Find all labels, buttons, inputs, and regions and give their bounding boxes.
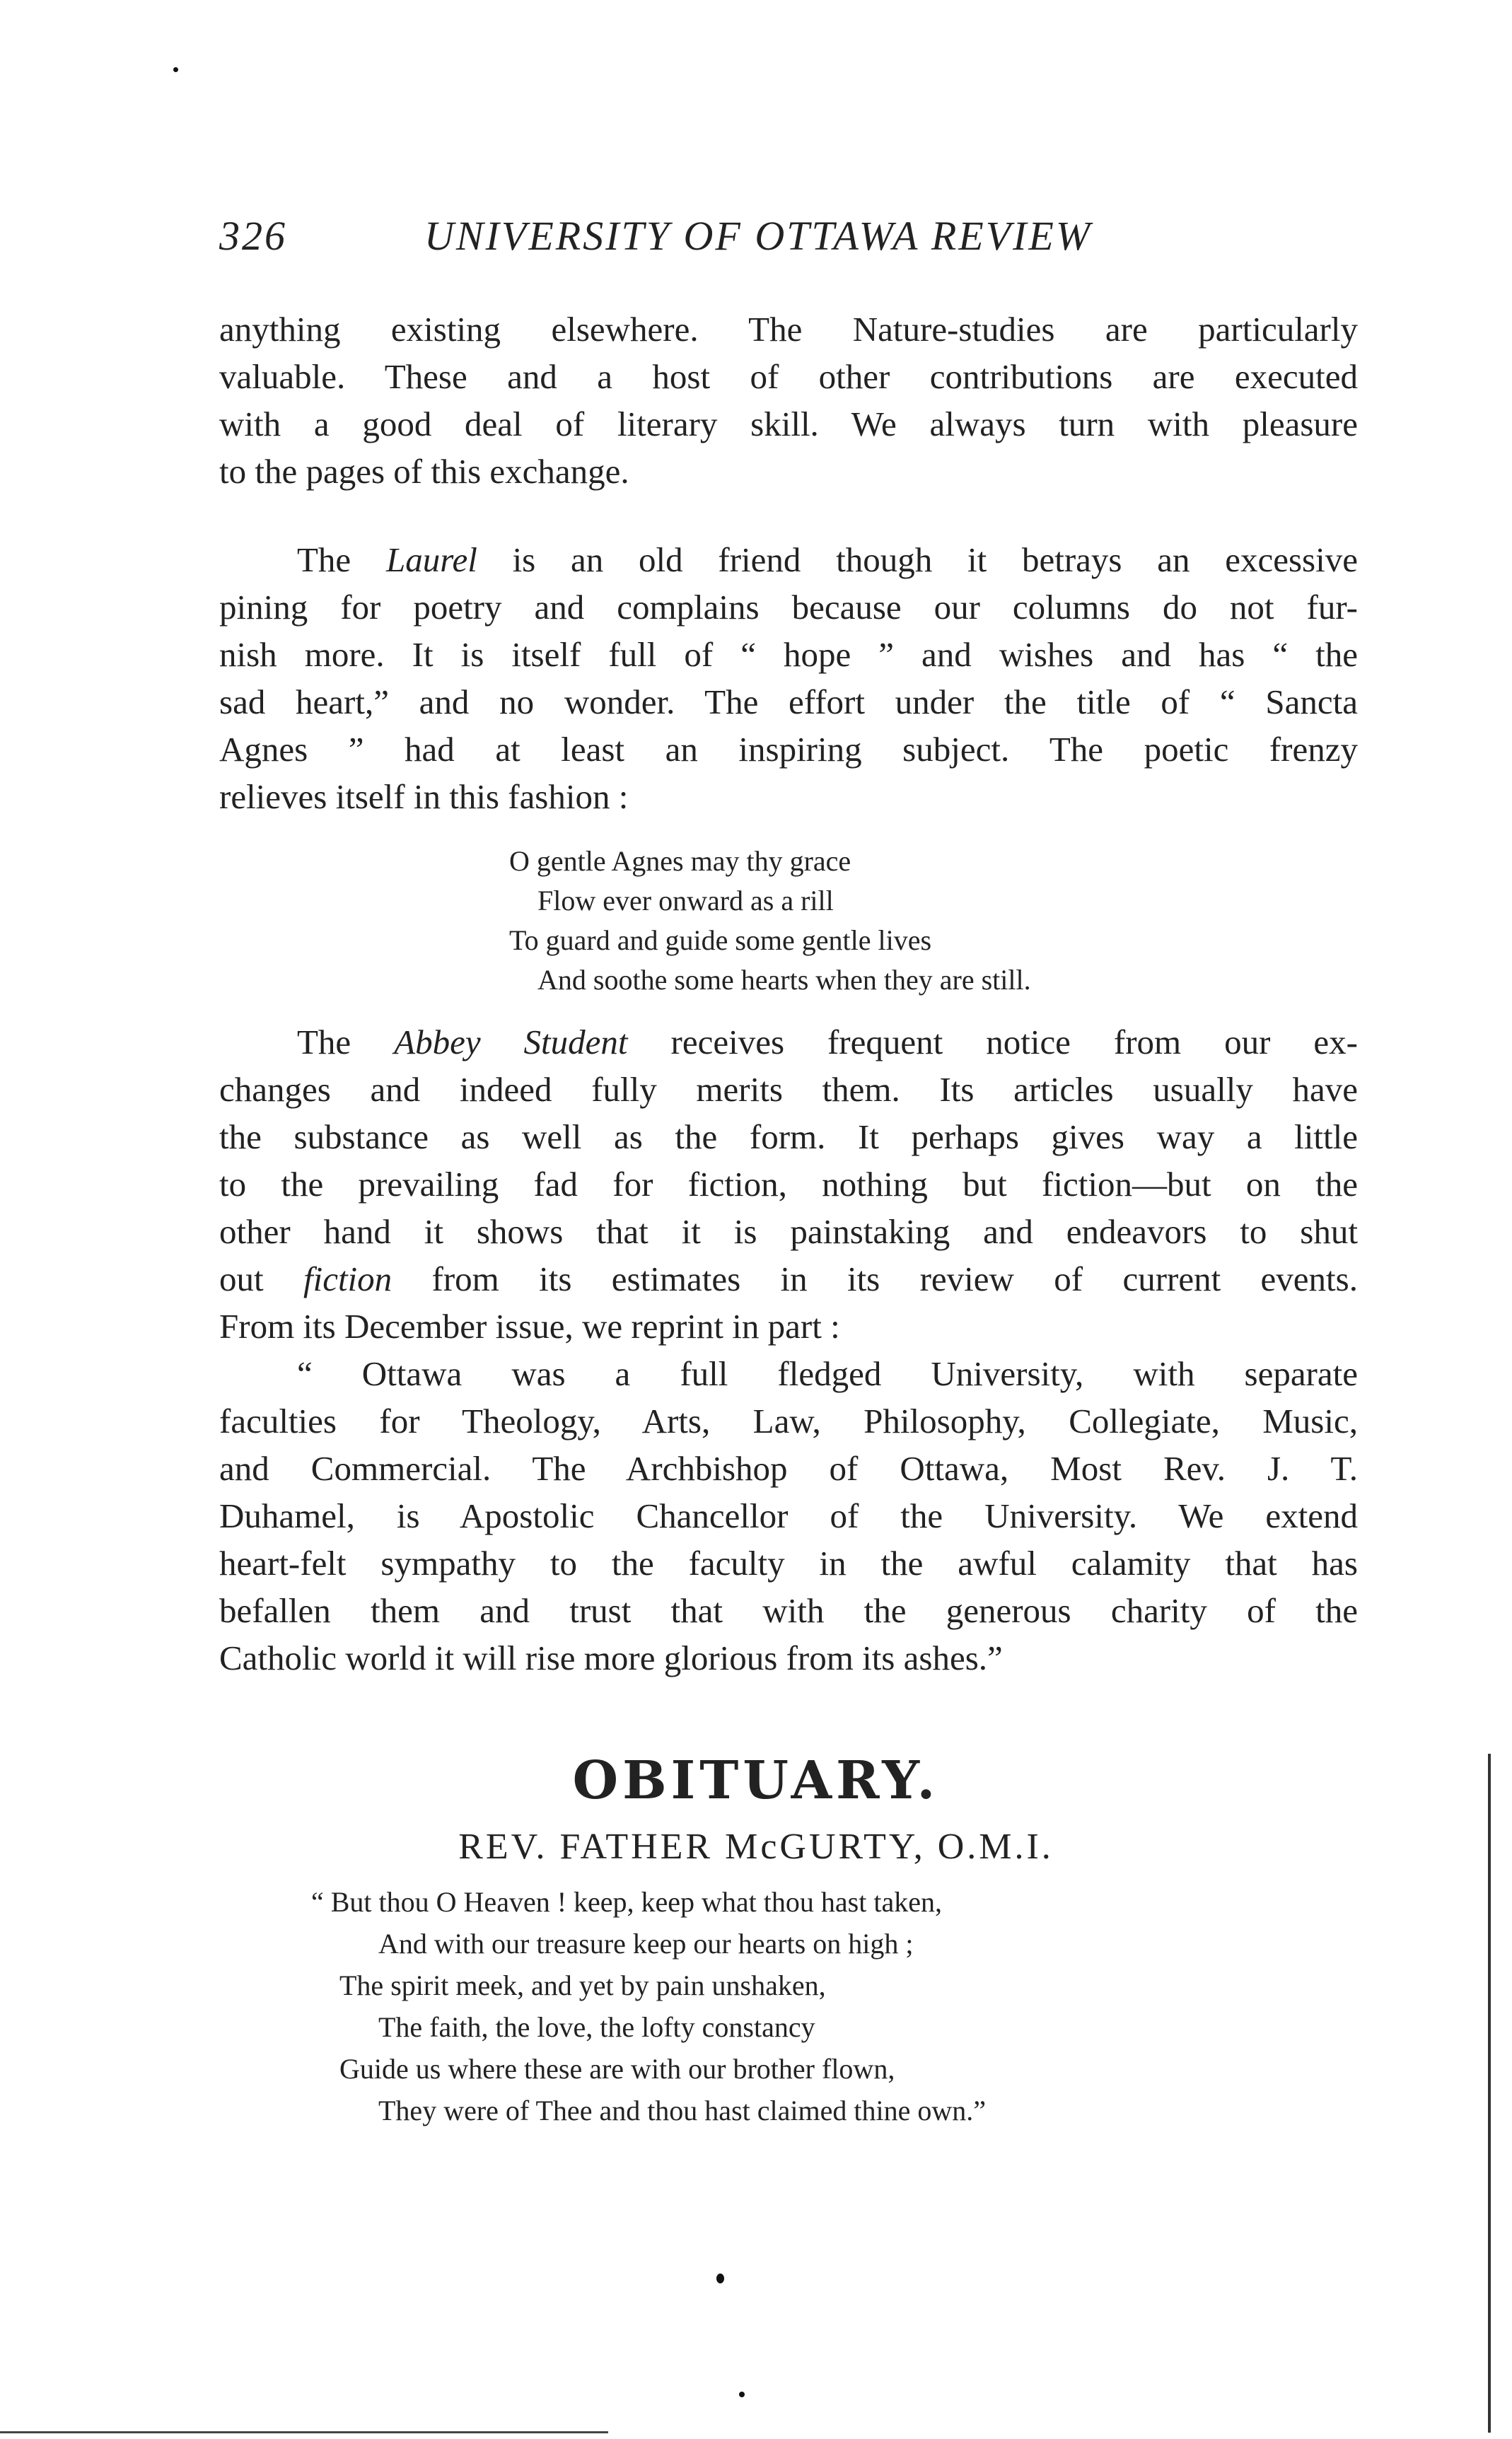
poem-sancta-agnes xyxy=(509,842,1031,1000)
text-span: out xyxy=(219,1259,303,1298)
paragraph-nature-studies xyxy=(219,305,1358,495)
text-line: Agnes ” had at least an inspiring subject. The poetic frenzy xyxy=(219,730,1358,769)
text-line: sad heart,” and no wonder. The effort under the title of “ Sancta xyxy=(219,682,1358,721)
verse-line: They were of Thee and thou hast claimed thine own.” xyxy=(378,2095,986,2126)
text-line: Catholic world it will rise more glorious from its ashes.” xyxy=(219,1638,1003,1677)
text-line xyxy=(219,1255,1358,1303)
text-line: faculties for Theology, Arts, Law, Philosophy, Collegiate, Music, xyxy=(219,1402,1358,1440)
scan-speck xyxy=(739,2392,745,2397)
verse-line: “ But thou O Heaven ! keep, keep what thou hast taken, xyxy=(311,1886,942,1918)
verse-line: The spirit meek, and yet by pain unshaken, xyxy=(339,1969,826,2001)
verse-line: Guide us where these are with our brother flown, xyxy=(339,2053,895,2085)
paragraph-abbey-student xyxy=(219,1018,1358,1350)
scan-speck xyxy=(173,67,178,72)
text-line: the substance as well as the form. It perhaps gives way a little xyxy=(219,1117,1358,1156)
text-line: anything existing elsewhere. The Nature-studies are particularly xyxy=(219,310,1358,349)
scan-speck xyxy=(716,2274,724,2283)
text-line: other hand it shows that it is painstaking and endeavors to shut xyxy=(219,1212,1358,1251)
verse-line: And with our treasure keep our hearts on high ; xyxy=(378,1928,914,1960)
text-line xyxy=(219,536,1358,583)
verse-line: O gentle Agnes may thy grace xyxy=(509,845,851,877)
obituary-poem xyxy=(311,1881,986,2131)
text-line: changes and indeed fully merits them. Its articles usually have xyxy=(219,1070,1358,1109)
italic-word: fiction xyxy=(303,1259,392,1298)
verse-line: To guard and guide some gentle lives xyxy=(509,924,932,956)
text-span: from its estimates in its review of current events. xyxy=(392,1259,1358,1298)
text-line: pining for poetry and complains because our columns do not fur- xyxy=(219,588,1358,627)
text-line xyxy=(219,1018,1358,1066)
page-bottom-rule xyxy=(0,2431,608,2433)
text-line: From its December issue, we reprint in part : xyxy=(219,1307,840,1346)
paragraph-laurel xyxy=(219,536,1358,820)
text-line: nish more. It is itself full of “ hope ” and wishes and has “ the xyxy=(219,635,1358,674)
obituary-heading: OBITUARY. xyxy=(572,1750,940,1811)
text-line: relieves itself in this fashion : xyxy=(219,777,629,816)
text-line: Duhamel, is Apostolic Chancellor of the University. We extend xyxy=(219,1496,1358,1535)
text-line: and Commercial. The Archbishop of Ottawa, Most Rev. J. T. xyxy=(219,1449,1358,1488)
text-line: with a good deal of literary skill. We always turn with pleasure xyxy=(219,404,1358,443)
text-line: heart-felt sympathy to the faculty in the awful calamity that has xyxy=(219,1544,1358,1583)
text-line: “ Ottawa was a full fledged University, with separate xyxy=(297,1354,1358,1393)
page-number: 326 xyxy=(219,213,287,259)
page-header xyxy=(219,212,1365,269)
obituary-subheading: REV. FATHER McGURTY, O.M.I. xyxy=(458,1827,1054,1867)
text-span: receives frequent notice from our ex- xyxy=(627,1023,1358,1061)
publication-title: Abbey Student xyxy=(394,1023,628,1061)
text-line: befallen them and trust that with the generous charity of the xyxy=(219,1591,1358,1630)
text-line: to the pages of this exchange. xyxy=(219,452,629,491)
text-line: valuable. These and a host of other contributions are executed xyxy=(219,357,1358,396)
quoted-passage xyxy=(219,1350,1358,1682)
text-line: to the prevailing fad for fiction, nothing but fiction—but on the xyxy=(219,1165,1358,1204)
verse-line: Flow ever onward as a rill xyxy=(537,885,834,916)
text-span: is an old friend though it betrays an excessive xyxy=(477,540,1358,579)
publication-title: Laurel xyxy=(385,540,477,579)
text-span: The xyxy=(297,1023,395,1061)
page-edge-rule xyxy=(1488,1754,1491,2433)
verse-line: And soothe some hearts when they are still. xyxy=(537,964,1031,996)
running-title: UNIVERSITY OF OTTAWA REVIEW xyxy=(424,213,1093,259)
text-span: The xyxy=(297,540,386,579)
verse-line: The faith, the love, the lofty constancy xyxy=(378,2011,815,2043)
